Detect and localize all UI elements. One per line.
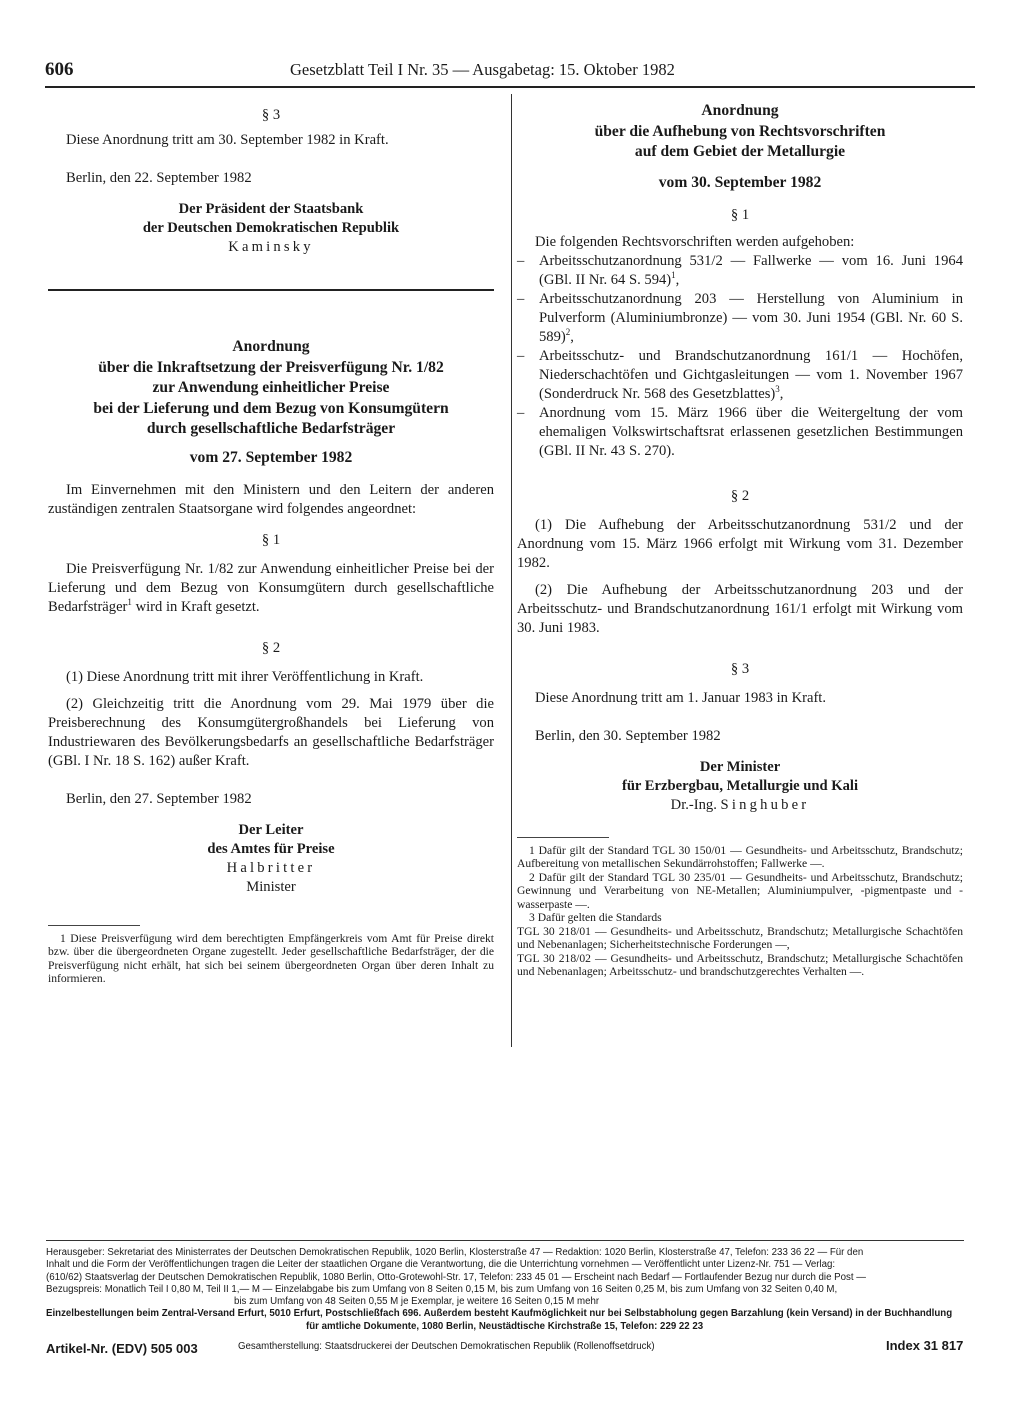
imprint-line: für amtliche Dokumente, 1080 Berlin, Neustädtische Kirchstraße 15, Telefon: 229 22 23 bbox=[306, 1320, 704, 1332]
paragraph-text: wird in Kraft gesetzt. bbox=[131, 598, 260, 615]
order-date: vom 27. September 1982 bbox=[189, 448, 353, 466]
printer-line: Gesamtherstellung: Staatsdruckerei der Deutschen Demokratischen Republik (Rollenoffsetdruck) bbox=[238, 1341, 655, 1352]
imprint-line: Einzelbestellungen beim Zentral-Versand Erfurt, 5010 Erfurt, Postschließfach 696. Außerdem besteht Kaufmöglichkeit nur bei Selbstabholung gegen Barzahlung (kein Versand) in der Buchhandlung bbox=[46, 1308, 953, 1320]
order-title: Anordnung bbox=[232, 338, 310, 355]
paragraph-text: Die Preisverfügung Nr. 1/82 zur Anwendung einheitlicher Preise bei der Lieferung und dem Bezug von Konsumgütern durch gesellschaftliche Bedarfsträger bbox=[48, 560, 494, 615]
header-rule bbox=[45, 86, 975, 88]
signature-office: Der Präsident der Staatsbank bbox=[178, 201, 364, 217]
place-date: Berlin, den 22. September 1982 bbox=[66, 170, 252, 186]
section-rule bbox=[48, 289, 494, 291]
footnote: TGL 30 218/02 — Gesundheits- und Arbeitsschutz, Brandschutz; Metallurgische Schachtöfen und Nebenanlagen; Arbeitsschutz- und brandschutzgerechtes Verhalten —. bbox=[517, 951, 963, 978]
footnote: TGL 30 218/01 — Gesundheits- und Arbeitsschutz, Brandschutz; Metallurgische Schachtöfen und Nebenanlagen; Sicherheitstechnische Forderungen —, bbox=[517, 924, 963, 951]
footnote-rule bbox=[48, 925, 140, 926]
right-column bbox=[517, 96, 963, 979]
paragraph: Die folgenden Rechtsvorschriften werden aufgehoben: bbox=[535, 233, 855, 250]
signature-title: Minister bbox=[246, 878, 296, 895]
repealed-list bbox=[517, 252, 963, 461]
order-title: Anordnung bbox=[701, 102, 779, 119]
order-title: auf dem Gebiet der Metallurgie bbox=[634, 143, 846, 160]
page-number: 606 bbox=[45, 59, 74, 80]
footnote-ref: 2 bbox=[565, 326, 571, 337]
signature-name: Halbritter bbox=[226, 859, 316, 876]
list-item: – Arbeitsschutz- und Brandschutzanordnung 161/1 — Hochöfen, Niederschachtöfen und Gichtgasleitungen — vom 1. November 1967 (Sonderdruck Nr. 568 des Gesetzblattes)$^3$, bbox=[517, 347, 963, 404]
footnote-rule bbox=[517, 837, 609, 838]
paragraph bbox=[48, 560, 494, 617]
left-column bbox=[48, 96, 494, 986]
signature-name: Kaminsky bbox=[228, 239, 314, 255]
imprint-line: Bezugspreis: Monatlich Teil I 0,80 M, Teil II 1,— M — Einzelabgabe bis zum Umfang von 8 Seiten 0,15 M, bis zum Umfang von 16 Seiten 0,25 M, bis zum Umfang von 32 Seiten 0,40 M, bbox=[46, 1283, 838, 1295]
section-label: § 1 bbox=[730, 206, 750, 223]
order-title: über die Inkraftsetzung der Preisverfügung Nr. 1/82 bbox=[98, 358, 444, 376]
footnote-ref: 1 bbox=[671, 269, 676, 280]
index-number: Index 31 817 bbox=[886, 1338, 964, 1353]
article-number: Artikel-Nr. (EDV) 505 003 bbox=[46, 1341, 198, 1356]
place-date: Berlin, den 30. September 1982 bbox=[535, 727, 721, 744]
signature-office: Der Leiter bbox=[238, 821, 304, 838]
imprint-line: Herausgeber: Sekretariat des Ministerrates der Deutschen Demokratischen Republik, 1020 Berlin, Klosterstraße 47 — Redaktion: 1020 Berlin, Klosterstraße 47, Telefon: 233 36 22 — Für den bbox=[46, 1247, 864, 1258]
signature-office: für Erzbergbau, Metallurgie und Kali bbox=[621, 777, 859, 794]
paragraph: (2) Gleichzeitig tritt die Anordnung vom 29. Mai 1979 über die Preisberechnung des Konsumgütergroßhandels bei Lieferung von Industriewaren des Bevölkerungsbedarfs an gesellschaftliche Bedarfsträger (GBl. I Nr. 18 S. 162) außer Kraft. bbox=[48, 695, 494, 769]
imprint bbox=[46, 1247, 964, 1333]
order-title: durch gesellschaftliche Bedarfsträger bbox=[146, 420, 396, 437]
footnote: 2 Dafür gilt der Standard TGL 30 235/01 — Gesundheits- und Arbeitsschutz, Brandschutz; Gewinnung und Verarbeitung von NE-Metallen; Aluminiumpulver, -pigmentpaste und -wasserpaste —. bbox=[517, 870, 963, 911]
order-title: über die Aufhebung von Rechtsvorschriften bbox=[594, 122, 886, 140]
gazette-header-title: Gesetzblatt Teil I Nr. 35 — Ausgabetag: 15. Oktober 1982 bbox=[290, 60, 675, 79]
column-divider bbox=[511, 94, 512, 1047]
place-date: Berlin, den 27. September 1982 bbox=[66, 790, 252, 807]
footnotes bbox=[517, 844, 963, 979]
imprint-line: (610/62) Staatsverlag der Deutschen Demokratischen Republik, 1080 Berlin, Otto-Grotewohl-Str. 17, Telefon: 233 45 01 — Erscheint nach Bedarf — Fortlaufender Bezug nur durch die Post — bbox=[46, 1271, 866, 1283]
signature-office: der Deutschen Demokratischen Republik bbox=[142, 220, 400, 236]
order-title: bei der Lieferung und dem Bezug von Konsumgütern bbox=[93, 399, 449, 417]
footnote: 3 Dafür gelten die Standards bbox=[529, 911, 662, 924]
section-label: § 1 bbox=[261, 531, 281, 548]
order-date: vom 30. September 1982 bbox=[658, 173, 822, 191]
section-label: § 3 bbox=[261, 107, 281, 123]
preamble: Im Einvernehmen mit den Ministern und den Leitern der anderen zuständigen zentralen Staatsorgane wird folgendes angeordnet: bbox=[48, 481, 494, 517]
signature-name: Dr.-Ing. Singhuber bbox=[670, 796, 810, 813]
signature-office: des Amtes für Preise bbox=[207, 840, 335, 857]
imprint-line: Inhalt und die Form der Veröffentlichungen tragen die Leiter der staatlichen Organe die Verantwortung, die die Unterrichtung vornehmen — Veröffentlicht unter Lizenz-Nr. 751 — Verlag: bbox=[46, 1259, 836, 1271]
section-label: § 3 bbox=[730, 660, 750, 677]
paragraph: (2) Die Aufhebung der Arbeitsschutzanordnung 203 und der Arbeitsschutz- und Brandschutzanordnung 161/1 erfolgt mit Wirkung vom 30. Juni 1983. bbox=[517, 581, 963, 636]
paragraph: Diese Anordnung tritt am 30. September 1982 in Kraft. bbox=[66, 132, 389, 148]
footnote-ref: 1 bbox=[127, 596, 132, 607]
paragraph: (1) Diese Anordnung tritt mit ihrer Veröffentlichung in Kraft. bbox=[66, 668, 424, 685]
imprint-rule bbox=[46, 1240, 964, 1241]
imprint-line: bis zum Umfang von 48 Seiten 0,55 M je Exemplar, je weitere 16 Seiten 0,15 M mehr bbox=[234, 1296, 600, 1308]
paragraph: (1) Die Aufhebung der Arbeitsschutzanordnung 531/2 und der Anordnung vom 15. März 1966 erfolgt mit Wirkung vom 31. Dezember 1982. bbox=[517, 516, 963, 571]
footnote: 1 Diese Preisverfügung wird dem berechtigten Empfängerkreis vom Amt für Preise direkt bzw. über die übergeordneten Organe zugestellt. Jeder gesellschaftliche Bedarfsträger, der die Preisverfügung nicht erhält, hat sich bei seinem übergeordneten Organ über deren Inhalt zu informieren. bbox=[48, 931, 494, 985]
footnote-ref: 3 bbox=[775, 383, 780, 394]
list-item: – Arbeitsschutzanordnung 531/2 — Fallwerke — vom 16. Juni 1964 (GBl. II Nr. 64 S. 594)$^1$, bbox=[517, 252, 963, 290]
paragraph: Diese Anordnung tritt am 1. Januar 1983 in Kraft. bbox=[535, 689, 827, 706]
order-title: zur Anwendung einheitlicher Preise bbox=[152, 379, 390, 396]
list-item: – Arbeitsschutzanordnung 203 — Herstellung von Aluminium in Pulverform (Aluminiumbronze) — vom 30. Juni 1954 (GBl. Nr. 60 S. 589)$^2$, bbox=[517, 290, 963, 347]
footnote: 1 Dafür gilt der Standard TGL 30 150/01 — Gesundheits- und Arbeitsschutz, Brandschutz; Aufbereitung von metallischen Sekundärrohstoffen; Fallwerke —. bbox=[517, 843, 963, 870]
section-label: § 2 bbox=[730, 487, 750, 504]
signature-office: Der Minister bbox=[699, 758, 781, 775]
section-label: § 2 bbox=[261, 639, 281, 656]
list-item: – Anordnung vom 15. März 1966 über die Weitergeltung der vom ehemaligen Volkswirtschaftsrat erlassenen gesetzlichen Bestimmungen (GBl. II Nr. 43 S. 270). bbox=[517, 404, 963, 461]
